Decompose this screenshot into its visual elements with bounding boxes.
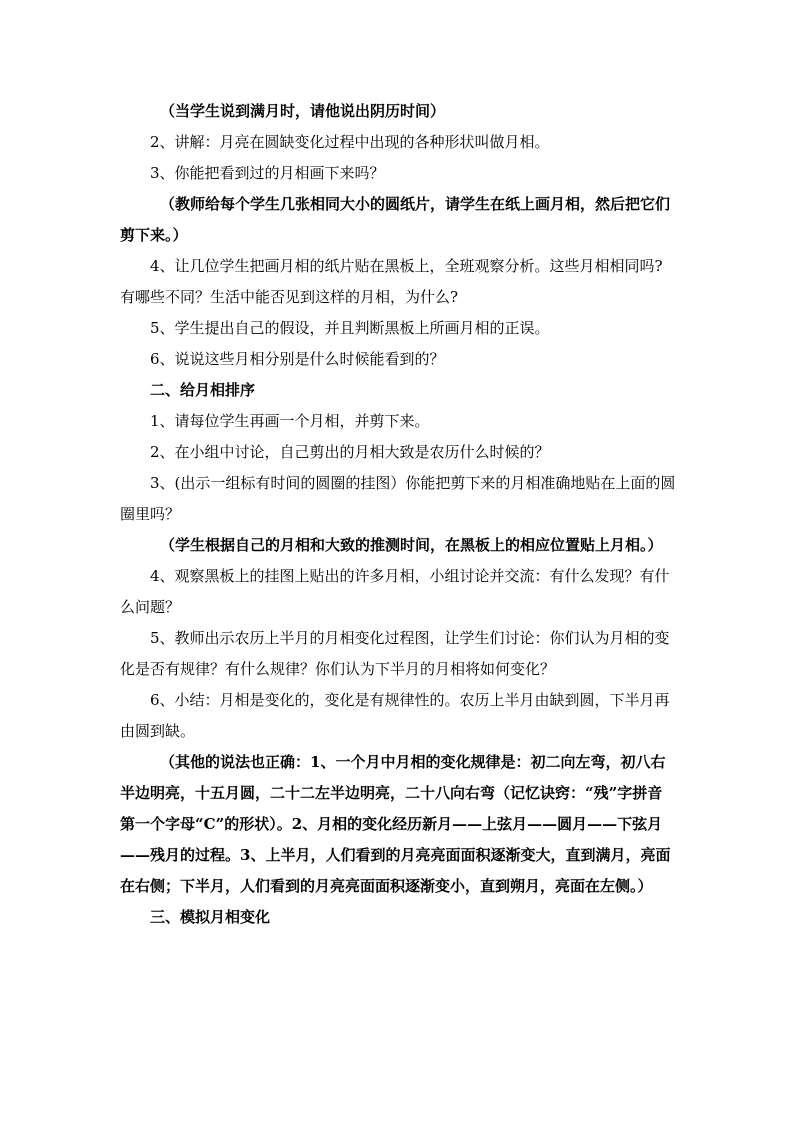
sort-step-4: 4、观察黑板上的挂图上贴出的许多月相，小组讨论并交流：有什么发现？有什么问题？ [120, 567, 670, 616]
step-2-explain: 2、讲解：月亮在圆缺变化过程中出现的各种形状叫做月相。 [150, 133, 550, 151]
section-heading-2: 二、给月相排序 [150, 381, 256, 399]
note-other-answers: （其他的说法也正确：1、一个月中月相的变化规律是：初二向左弯，初八右半边明亮，十五月圆，二十二左半边明亮，二十八向右弯（记忆诀窍：“残”字拼音第一个字母“C”的形状）。2、月相的变化经历新月——上弦月——圆月——下弦月——残月的过程。3、上半月，人们看到的月亮亮面面积逐渐变大，直到满月，亮面在右侧；下半月，人们看到的月亮亮面面积逐渐变小，直到朔月，亮面在左侧。） [120, 753, 671, 895]
sort-step-6: 6、小结：月相是变化的，变化是有规律性的。农历上半月由缺到圆，下半月再由圆到缺。 [120, 691, 670, 740]
note-paste-moon: （学生根据自己的月相和大致的推测时间，在黑板上的相应位置贴上月相。） [160, 536, 663, 554]
step-5-hypothesis: 5、学生提出自己的假设，并且判断黑板上所画月相的正误。 [150, 319, 550, 337]
section-heading-3: 三、模拟月相变化 [150, 908, 271, 926]
note-teacher-paper: （教师给每个学生几张相同大小的圆纸片，请学生在纸上画月相，然后把它们剪下来。） [120, 195, 671, 244]
sort-step-3: 3、(出示一组标有时间的圆圈的挂图）你能把剪下来的月相准确地贴在上面的圆圈里吗？ [120, 474, 676, 523]
sort-step-2: 2、在小组中讨论，自己剪出的月相大致是农历什么时候的？ [150, 443, 550, 461]
step-6-when: 6、说说这些月相分别是什么时候能看到的？ [150, 350, 445, 368]
sort-step-1: 1、请每位学生再画一个月相，并剪下来。 [150, 412, 430, 430]
note-full-moon: （当学生说到满月时，请他说出阴历时间） [160, 102, 446, 120]
step-4-observe: 4、让几位学生把画月相的纸片贴在黑板上，全班观察分析。这些月相相同吗?有哪些不同？生活中能否见到这样的月相，为什么? [120, 257, 663, 306]
sort-step-5: 5、教师出示农历上半月的月相变化过程图，让学生们讨论：你们认为月相的变化是否有规律？有什么规律？你们认为下半月的月相将如何变化？ [120, 629, 670, 678]
step-3-draw: 3、你能把看到过的月相画下来吗？ [150, 164, 385, 182]
document-page [120, 96, 676, 933]
